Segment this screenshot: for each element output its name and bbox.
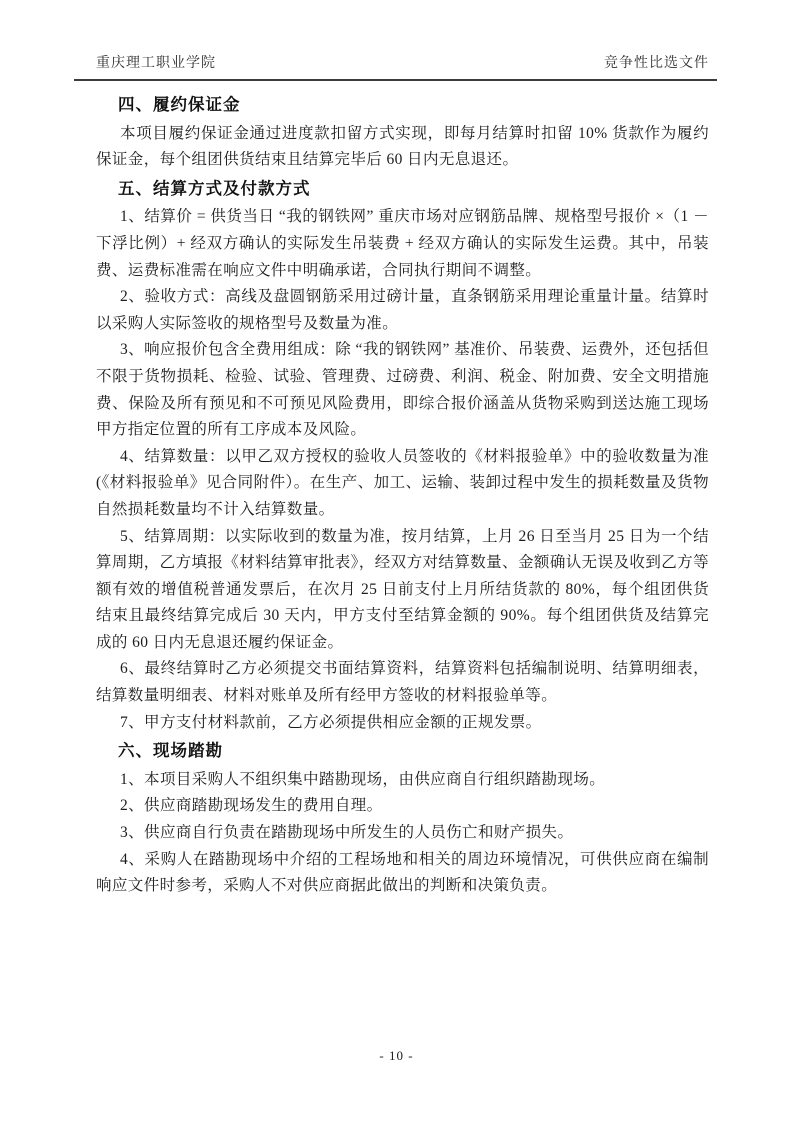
paragraph: 1、本项目采购人不组织集中踏勘现场，由供应商自行组织踏勘现场。 — [120, 770, 606, 788]
paragraph: 本项目履约保证金通过进度款扣留方式实现，即每月结算时扣留 10% 货款作为履约保证金，每个组团供货结束且结算完毕后 60 日内无息退还。 — [96, 124, 709, 169]
paragraph: 5、结算周期：以实际收到的数量为准，按月结算，上月 26 日至当月 25 日为一个结算周期，乙方填报《材料结算审批表》，经双方对结算数量、金额确认无误及收到乙方等额有效的增值税普通发票后，在次月 25 日前支付上月所结货款的 80%，每个组团供货结束且最终结算完成后 30 天内，甲方支付至结算金额的 90%。每个组团供货及结算完成的 60 日内无息退还履约保证金。 — [96, 527, 709, 651]
paragraph: 4、结算数量：以甲乙双方授权的验收人员签收的《材料报验单》中的验收数量为准(《材料报验单》见合同附件）。在生产、加工、运输、装卸过程中发生的损耗数量及货物自然损耗数量均不计入结算数量。 — [96, 447, 709, 518]
section-heading-5: 五、结算方式及付款方式 — [118, 179, 311, 198]
paragraph: 7、甲方支付材料款前，乙方必须提供相应金额的正规发票。 — [120, 713, 542, 731]
page-number: - 10 - — [379, 1048, 414, 1063]
document-body — [96, 92, 709, 900]
section-heading-4: 四、履约保证金 — [118, 96, 241, 114]
paragraph: 6、最终结算时乙方必须提交书面结算资料，结算资料包括编制说明、结算明细表，结算数量明细表、材料对账单及所有经甲方签收的材料报验单等。 — [96, 660, 709, 705]
section-heading-6: 六、现场踏勘 — [118, 742, 223, 761]
paragraph: 1、结算价 = 供货当日 “我的钢铁网” 重庆市场对应钢筋品牌、规格型号报价 ×（1 － 下浮比例）+ 经双方确认的实际发生吊装费 + 经双方确认的实际发生运费。其中，吊装费、运费标准需在响应文件中明确承诺，合同执行期间不调整。 — [96, 208, 709, 279]
paragraph: 3、供应商自行负责在踏勘现场中所发生的人员伤亡和财产损失。 — [120, 824, 574, 842]
paragraph: 3、响应报价包含全费用组成：除 “我的钢铁网” 基准价、吊装费、运费外，还包括但不限于货物损耗、检验、试验、管理费、过磅费、利润、税金、附加费、安全文明措施费、保险及所有预见和不可预见风险费用，即综合报价涵盖从货物采购到送达施工现场甲方指定位置的所有工序成本及风险。 — [96, 341, 709, 439]
paragraph: 2、供应商踏勘现场发生的费用自理。 — [120, 797, 383, 815]
page-header — [74, 52, 717, 81]
header-left-text: 重庆理工职业学院 — [96, 56, 216, 71]
paragraph: 4、采购人在踏勘现场中介绍的工程场地和相关的周边环境情况，可供供应商在编制响应文件时参考，采购人不对供应商据此做出的判断和决策负责。 — [96, 850, 709, 895]
header-right-text: 竞争性比选文件 — [604, 56, 709, 71]
paragraph: 2、验收方式：高线及盘圆钢筋采用过磅计量，直条钢筋采用理论重量计量。结算时以采购人实际签收的规格型号及数量为准。 — [96, 288, 709, 332]
